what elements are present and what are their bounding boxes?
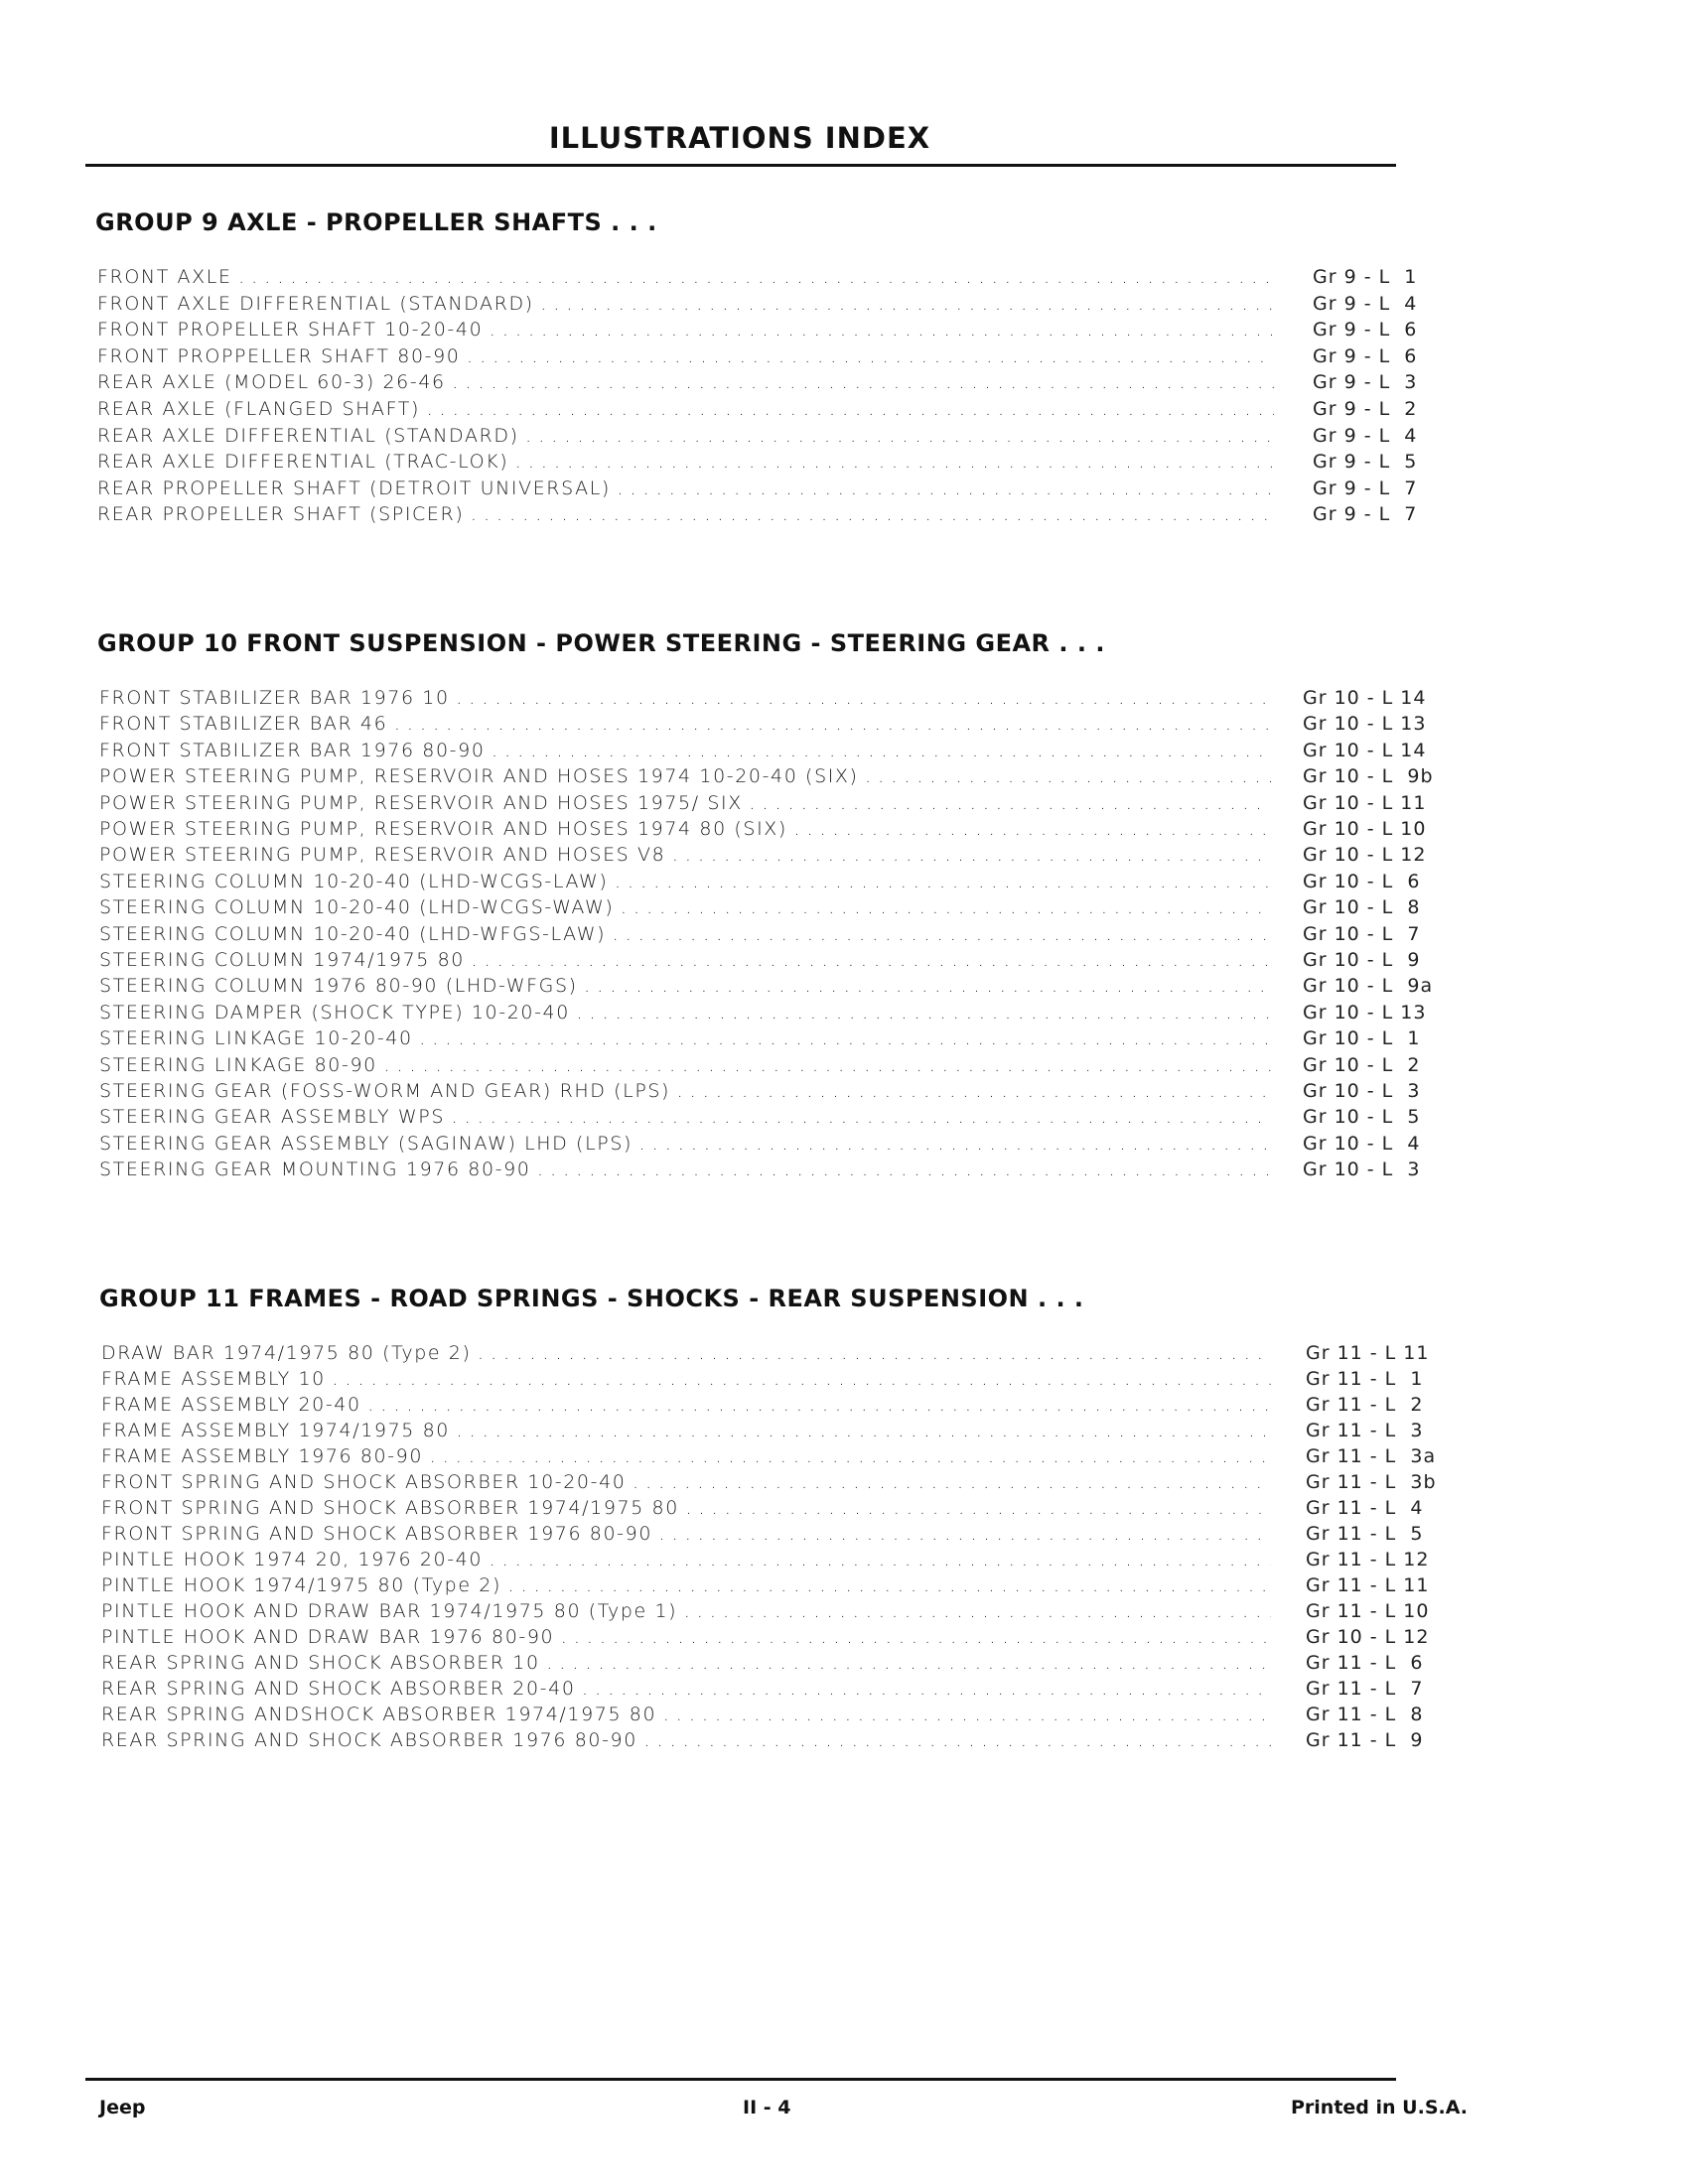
entry-page-reference: Gr 10 - L 3: [1303, 1080, 1421, 1102]
index-entry: [0, 1157, 1688, 1182]
entry-description: REAR PROPELLER SHAFT (SPICER) . . .: [97, 501, 1274, 527]
entry-description: REAR SPRING AND SHOCK ABSORBER 20-40 . . .: [101, 1676, 1271, 1702]
entry-description: REAR SPRING AND SHOCK ABSORBER 10 . . .: [101, 1650, 1271, 1676]
entry-description: FRONT AXLE . . .: [97, 264, 1274, 290]
index-entry: [0, 1495, 1688, 1521]
entry-description: STEERING GEAR (FOSS-WORM AND GEAR) RHD (LPS) . . .: [99, 1078, 1271, 1104]
entry-description: FRONT STABILIZER BAR 1976 80-90 . . .: [99, 738, 1271, 763]
index-entry: [0, 1598, 1688, 1624]
entry-description: STEERING DAMPER (SHOCK TYPE) 10-20-40 . . .: [99, 1000, 1271, 1025]
entry-page-reference: Gr 11 - L 10: [1306, 1600, 1430, 1622]
entry-description: STEERING LINKAGE 80-90 . . .: [99, 1052, 1271, 1078]
entry-page-reference: Gr 11 - L 7: [1306, 1678, 1424, 1700]
index-entry: [0, 501, 1688, 527]
entry-description: FRONT SPRING AND SHOCK ABSORBER 1976 80-90 . . .: [101, 1521, 1271, 1547]
entry-page-reference: Gr 9 - L 4: [1313, 292, 1418, 315]
entry-page-reference: Gr 10 - L 8: [1303, 896, 1421, 919]
entry-page-reference: Gr 9 - L 7: [1313, 477, 1418, 499]
entry-page-reference: Gr 10 - L 9a: [1303, 975, 1434, 998]
entry-page-reference: Gr 10 - L 13: [1303, 1001, 1427, 1024]
entry-page-reference: Gr 10 - L 9: [1303, 949, 1421, 971]
index-entry: [0, 396, 1688, 422]
index-entry: [0, 449, 1688, 475]
entry-page-reference: Gr 11 - L 1: [1306, 1368, 1424, 1390]
entry-page-reference: Gr 11 - L 12: [1306, 1549, 1430, 1570]
entry-page-reference: Gr 10 - L 5: [1303, 1106, 1421, 1129]
entry-description: FRAME ASSEMBLY 20-40 . . .: [101, 1392, 1271, 1418]
entry-page-reference: Gr 10 - L 10: [1303, 818, 1427, 840]
index-entry: [0, 476, 1688, 501]
index-entry: [0, 1000, 1688, 1025]
entry-description: STEERING COLUMN 10-20-40 (LHD-WFGS-LAW) . . .: [99, 921, 1271, 947]
entry-description: REAR AXLE DIFFERENTIAL (TRAC-LOK) . . .: [97, 449, 1274, 475]
entry-description: POWER STEERING PUMP, RESERVOIR AND HOSES 1975/ SIX . . .: [99, 790, 1271, 816]
entry-description: FRONT STABILIZER BAR 46 . . .: [99, 711, 1271, 737]
entry-page-reference: Gr 10 - L 9b: [1303, 765, 1434, 788]
group-11-heading: GROUP 11 FRAMES - ROAD SPRINGS - SHOCKS - REAR SUSPENSION . . .: [99, 1285, 1084, 1312]
entry-page-reference: Gr 11 - L 3a: [1306, 1445, 1437, 1467]
index-entry: [0, 973, 1688, 999]
entry-description: REAR AXLE DIFFERENTIAL (STANDARD) . . .: [97, 423, 1274, 449]
entry-description: REAR AXLE (MODEL 60-3) 26-46 . . .: [97, 369, 1274, 395]
entry-description: STEERING GEAR MOUNTING 1976 80-90 . . .: [99, 1157, 1271, 1182]
index-entry: [0, 1727, 1688, 1753]
group-10-heading: GROUP 10 FRONT SUSPENSION - POWER STEERING - STEERING GEAR . . .: [97, 629, 1105, 657]
index-entry: [0, 264, 1688, 290]
entry-page-reference: Gr 10 - L 11: [1303, 791, 1427, 814]
footer-right: Printed in U.S.A.: [1291, 2097, 1468, 2118]
index-entry: [0, 1676, 1688, 1702]
entry-page-reference: Gr 11 - L 3: [1306, 1420, 1424, 1441]
index-entry: [0, 947, 1688, 973]
index-entry: [0, 291, 1688, 317]
entry-page-reference: Gr 10 - L 14: [1303, 687, 1427, 709]
index-entry: [0, 894, 1688, 920]
index-entry: [0, 1650, 1688, 1676]
index-entry: [0, 1078, 1688, 1104]
entry-description: REAR AXLE (FLANGED SHAFT) . . .: [97, 396, 1274, 422]
entry-description: PINTLE HOOK 1974/1975 80 (Type 2) . . .: [101, 1572, 1271, 1598]
entry-page-reference: Gr 10 - L 12: [1303, 844, 1427, 867]
index-entry: [0, 842, 1688, 868]
page-title: ILLUSTRATIONS INDEX: [548, 121, 931, 155]
entry-page-reference: Gr 11 - L 8: [1306, 1704, 1424, 1725]
index-entry: [0, 369, 1688, 395]
entry-page-reference: Gr 10 - L 7: [1303, 922, 1421, 945]
index-entry: [0, 816, 1688, 842]
entry-page-reference: Gr 10 - L 12: [1306, 1626, 1430, 1648]
entry-description: FRONT SPRING AND SHOCK ABSORBER 10-20-40 . . .: [101, 1469, 1271, 1495]
entry-description: PINTLE HOOK 1974 20, 1976 20-40 . . .: [101, 1547, 1271, 1572]
index-entry: [0, 763, 1688, 789]
index-entry: [0, 869, 1688, 894]
index-entry: [0, 1469, 1688, 1495]
index-entry: [0, 921, 1688, 947]
entry-page-reference: Gr 9 - L 1: [1313, 266, 1418, 288]
entry-page-reference: Gr 9 - L 7: [1313, 503, 1418, 526]
index-entry: [0, 317, 1688, 342]
entry-page-reference: Gr 10 - L 2: [1303, 1053, 1421, 1076]
index-entry: [0, 1624, 1688, 1650]
index-entry: [0, 1366, 1688, 1392]
entry-description: FRONT PROPELLER SHAFT 10-20-40 . . .: [97, 317, 1274, 342]
entry-description: POWER STEERING PUMP, RESERVOIR AND HOSES V8 . . .: [99, 842, 1271, 868]
entry-description: STEERING COLUMN 10-20-40 (LHD-WCGS-LAW) . . .: [99, 869, 1271, 894]
index-entry: [0, 1521, 1688, 1547]
entry-page-reference: Gr 10 - L 3: [1303, 1159, 1421, 1181]
entry-description: STEERING COLUMN 1974/1975 80 . . .: [99, 947, 1271, 973]
index-entry: [0, 1104, 1688, 1130]
entry-description: FRONT SPRING AND SHOCK ABSORBER 1974/1975 80 . . .: [101, 1495, 1271, 1521]
index-entry: [0, 1340, 1688, 1366]
index-entry: [0, 1418, 1688, 1443]
footer-left: Jeep: [99, 2097, 146, 2118]
entry-description: REAR PROPELLER SHAFT (DETROIT UNIVERSAL) . . .: [97, 476, 1274, 501]
index-entry: [0, 423, 1688, 449]
entry-description: FRONT AXLE DIFFERENTIAL (STANDARD) . . .: [97, 291, 1274, 317]
entry-description: FRAME ASSEMBLY 10 . . .: [101, 1366, 1271, 1392]
entry-page-reference: Gr 9 - L 6: [1313, 319, 1418, 341]
index-entry: [0, 1025, 1688, 1051]
entry-page-reference: Gr 11 - L 11: [1306, 1342, 1430, 1364]
entry-page-reference: Gr 9 - L 4: [1313, 424, 1418, 447]
entry-page-reference: Gr 11 - L 9: [1306, 1729, 1424, 1751]
index-entry: [0, 1131, 1688, 1157]
index-entry: [0, 1547, 1688, 1572]
entry-page-reference: Gr 9 - L 3: [1313, 371, 1418, 394]
bottom-rule: [85, 2078, 1396, 2081]
entry-description: STEERING COLUMN 1976 80-90 (LHD-WFGS) . . .: [99, 973, 1271, 999]
index-entry: [0, 1572, 1688, 1598]
entry-description: FRAME ASSEMBLY 1974/1975 80 . . .: [101, 1418, 1271, 1443]
entry-page-reference: Gr 10 - L 13: [1303, 713, 1427, 736]
entry-page-reference: Gr 11 - L 3b: [1306, 1471, 1437, 1493]
index-entry: [0, 1392, 1688, 1418]
index-entry: [0, 685, 1688, 711]
entry-description: REAR SPRING ANDSHOCK ABSORBER 1974/1975 80 . . .: [101, 1702, 1271, 1727]
entry-description: STEERING LINKAGE 10-20-40 . . .: [99, 1025, 1271, 1051]
index-entry: [0, 738, 1688, 763]
entry-description: STEERING GEAR ASSEMBLY (SAGINAW) LHD (LPS) . . .: [99, 1131, 1271, 1157]
entry-page-reference: Gr 11 - L 5: [1306, 1523, 1424, 1545]
entry-page-reference: Gr 11 - L 11: [1306, 1574, 1430, 1596]
index-entry: [0, 711, 1688, 737]
entry-description: STEERING COLUMN 10-20-40 (LHD-WCGS-WAW) . . .: [99, 894, 1271, 920]
entry-page-reference: Gr 11 - L 6: [1306, 1652, 1424, 1674]
entry-description: PINTLE HOOK AND DRAW BAR 1974/1975 80 (Type 1) . . .: [101, 1598, 1271, 1624]
entry-page-reference: Gr 10 - L 6: [1303, 870, 1421, 892]
entry-page-reference: Gr 10 - L 14: [1303, 739, 1427, 761]
entry-description: FRAME ASSEMBLY 1976 80-90 . . .: [101, 1443, 1271, 1469]
entry-description: FRONT PROPPELLER SHAFT 80-90 . . .: [97, 343, 1274, 369]
index-entry: [0, 1443, 1688, 1469]
entry-page-reference: Gr 9 - L 6: [1313, 344, 1418, 367]
entry-description: POWER STEERING PUMP, RESERVOIR AND HOSES 1974 80 (SIX) . . .: [99, 816, 1271, 842]
index-entry: [0, 1702, 1688, 1727]
entry-description: PINTLE HOOK AND DRAW BAR 1976 80-90 . . .: [101, 1624, 1271, 1650]
index-entry: [0, 1052, 1688, 1078]
top-rule: [85, 164, 1396, 167]
entry-description: POWER STEERING PUMP, RESERVOIR AND HOSES 1974 10-20-40 (SIX) . . .: [99, 763, 1271, 789]
entry-page-reference: Gr 9 - L 2: [1313, 398, 1418, 420]
entry-description: FRONT STABILIZER BAR 1976 10 . . .: [99, 685, 1271, 711]
index-entry: [0, 343, 1688, 369]
entry-page-reference: Gr 10 - L 4: [1303, 1132, 1421, 1155]
entry-page-reference: Gr 11 - L 4: [1306, 1497, 1424, 1519]
entry-page-reference: Gr 11 - L 2: [1306, 1394, 1424, 1416]
entry-description: REAR SPRING AND SHOCK ABSORBER 1976 80-90 . . .: [101, 1727, 1271, 1753]
index-entry: [0, 790, 1688, 816]
entry-page-reference: Gr 10 - L 1: [1303, 1027, 1421, 1050]
footer-page-number: II - 4: [743, 2097, 791, 2118]
entry-description: STEERING GEAR ASSEMBLY WPS . . .: [99, 1104, 1271, 1130]
group-9-heading: GROUP 9 AXLE - PROPELLER SHAFTS . . .: [95, 208, 657, 236]
entry-page-reference: Gr 9 - L 5: [1313, 451, 1418, 474]
entry-description: DRAW BAR 1974/1975 80 (Type 2) . . .: [101, 1340, 1271, 1366]
